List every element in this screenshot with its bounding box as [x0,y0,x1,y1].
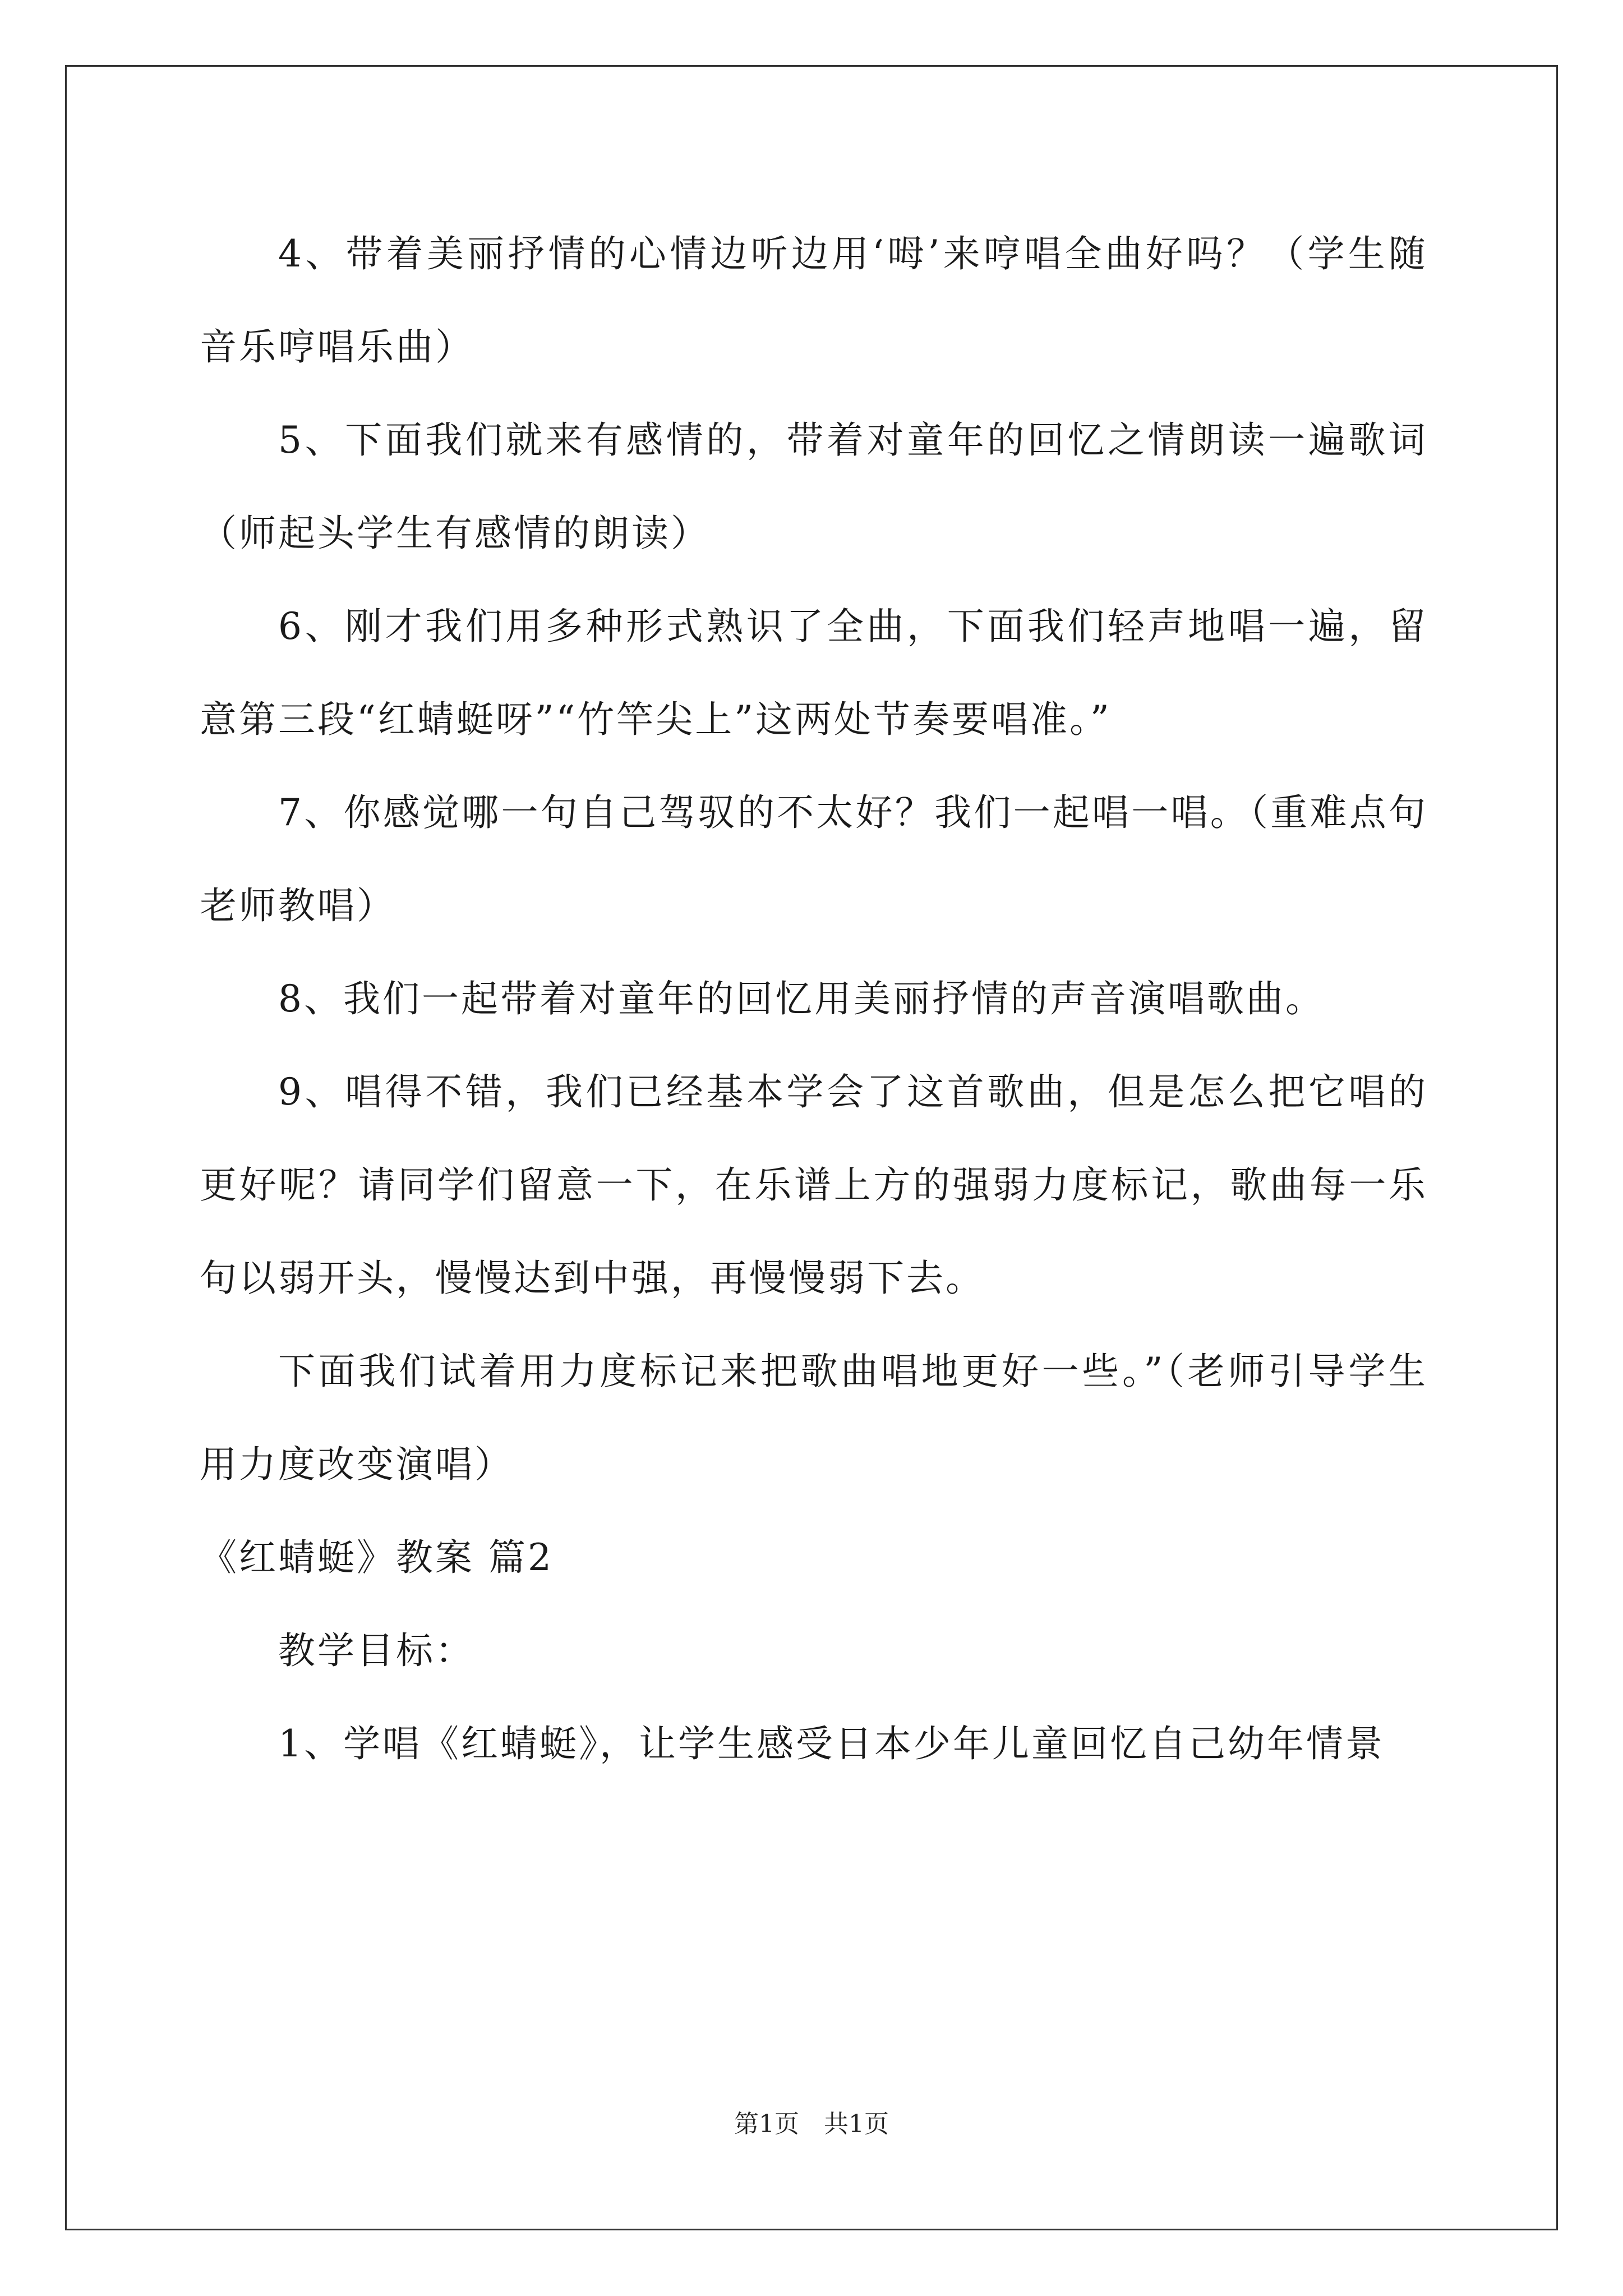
paragraph-9: 9、唱得不错，我们已经基本学会了这首歌曲，但是怎么把它唱的更好呢？请同学们留意一下，在乐谱上方的强弱力度标记，歌曲每一乐句以弱开头，慢慢达到中强，再慢慢弱下去。 [200,1070,1428,1300]
paragraph-4: 4、带着美丽抒情的心情边听边用‘呣’来哼唱全曲好吗？（学生随音乐哼唱乐曲） [200,232,1428,369]
page-footer: 第1页 共1页 [734,2110,889,2138]
section-heading: 《红蜻蜓》教案 篇2 [200,1536,554,1579]
objective-1: 1、学唱《红蜻蜓》，让学生感受日本少年儿童回忆自己幼年情景 [278,1722,1385,1765]
paragraph-5: 5、下面我们就来有感情的，带着对童年的回忆之情朗读一遍歌词（师起头学生有感情的朗读） [200,418,1428,555]
objectives-label: 教学目标： [278,1629,474,1672]
paragraph-6: 6、刚才我们用多种形式熟识了全曲，下面我们轻声地唱一遍，留意第三段“红蜻蜓呀”“竹竿尖上”这两处节奏要唱准。” [200,605,1428,741]
paragraph-dynamics: 下面我们试着用力度标记来把歌曲唱地更好一些。”（老师引导学生用力度改变演唱） [200,1350,1428,1486]
paragraph-7: 7、你感觉哪一句自己驾驭的不太好？我们一起唱一唱。（重难点句老师教唱） [200,791,1428,927]
document-body [200,208,1428,1791]
paragraph-8: 8、我们一起带着对童年的回忆用美丽抒情的声音演唱歌曲。 [278,977,1325,1020]
